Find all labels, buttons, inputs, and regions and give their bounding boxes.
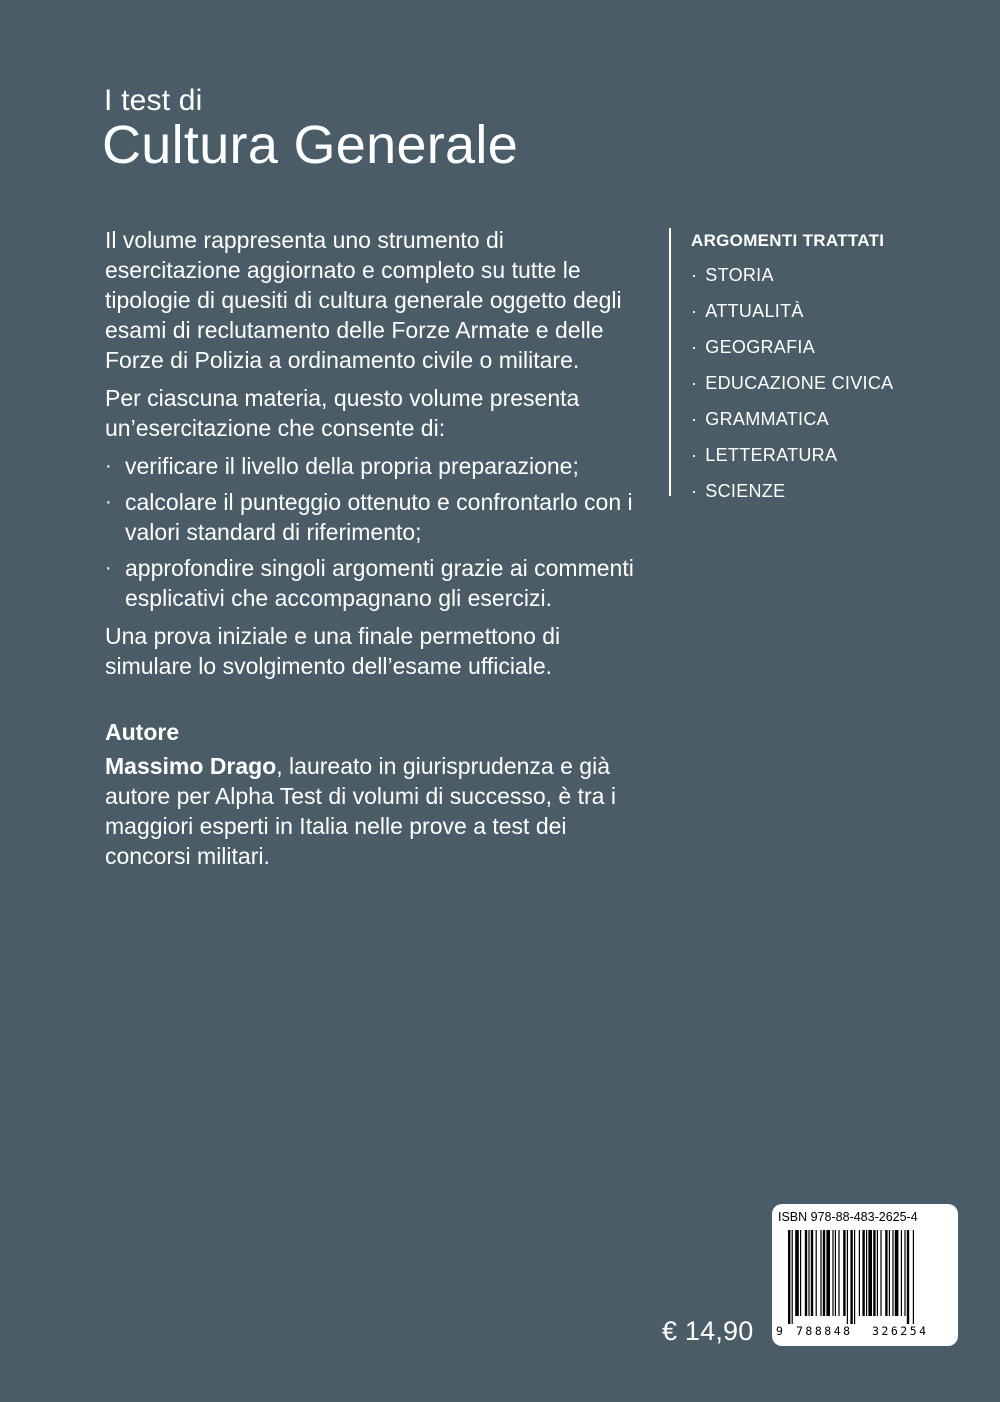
topics-list	[691, 263, 893, 515]
barcode-bar	[788, 1230, 790, 1324]
topic-dot-icon: ·	[691, 301, 698, 321]
barcode-bar	[792, 1230, 793, 1324]
price: € 14,90	[662, 1316, 754, 1346]
description-paragraph-1: Il volume rappresenta uno strumento di esercitazione aggiornato e completo su tutte le tipologie di quesiti di cultura generale oggetto degli esami di reclutamento delle Forze Armate e delle Forze di Polizia a ordinamento civile o militare.	[105, 227, 622, 373]
author-bio: , laureato in giurisprudenza e già autore per Alpha Test di volumi di successo, è tra i maggiori esperti in Italia nelle prove a test dei concorsi militari.	[105, 753, 616, 869]
topic-label: EDUCAZIONE CIVICA	[705, 373, 894, 393]
barcode-bar	[795, 1230, 799, 1316]
author-bio-paragraph	[105, 751, 645, 871]
barcode-bar	[805, 1230, 807, 1316]
isbn-label: ISBN 978-88-483-2625-4	[778, 1210, 918, 1224]
barcode-bar	[877, 1230, 878, 1316]
topics-panel	[669, 228, 894, 501]
topic-label: ATTUALITÀ	[705, 301, 804, 321]
barcode-bar	[873, 1230, 875, 1316]
barcode-bar	[838, 1230, 839, 1316]
topic-item	[691, 479, 893, 515]
bullet-dot-icon: ·	[105, 491, 112, 513]
topic-item	[691, 407, 893, 443]
barcode-bar	[913, 1230, 914, 1324]
barcode-bar	[826, 1230, 830, 1316]
barcode-icon	[788, 1230, 948, 1324]
barcode-bar	[885, 1230, 887, 1316]
topic-label: GEOGRAFIA	[705, 337, 816, 357]
topic-label: STORIA	[705, 265, 774, 285]
barcode-bar	[866, 1230, 867, 1316]
description-paragraph-2: Per ciascuna materia, questo volume presenta un’esercitazione che consente di:	[105, 385, 580, 441]
bullet-text: verificare il livello della propria preparazione;	[125, 453, 579, 479]
topic-label: LETTERATURA	[705, 445, 838, 465]
barcode-bar	[811, 1230, 813, 1316]
author-heading: Autore	[105, 719, 180, 745]
topic-dot-icon: ·	[691, 481, 698, 501]
topic-dot-icon: ·	[691, 337, 698, 357]
description-paragraph-3: Una prova iniziale e una finale permettono di simulare lo svolgimento dell’esame ufficiale.	[105, 623, 561, 679]
title-line-2: Cultura Generale	[102, 115, 519, 175]
barcode-bar	[835, 1230, 836, 1316]
barcode-bar	[820, 1230, 821, 1316]
topic-dot-icon: ·	[691, 265, 698, 285]
barcode-bar	[854, 1230, 855, 1324]
barcode-digit-first: 9	[776, 1324, 783, 1338]
bullet-dot-icon: ·	[105, 557, 112, 579]
author-name: Massimo Drago	[105, 753, 277, 779]
topic-item	[691, 299, 893, 335]
barcode-bar	[907, 1230, 909, 1324]
barcode-digits-right: 326254	[872, 1324, 929, 1338]
barcode-bar	[808, 1230, 809, 1316]
topic-item	[691, 263, 893, 299]
barcode-bar	[832, 1230, 833, 1316]
barcode-bar	[800, 1230, 801, 1316]
bullet-item	[105, 487, 645, 547]
topic-item	[691, 371, 893, 407]
topic-dot-icon: ·	[691, 409, 698, 429]
bullet-dot-icon: ·	[105, 455, 112, 477]
barcode-bar	[823, 1230, 825, 1316]
topic-dot-icon: ·	[691, 445, 698, 465]
bullet-text: calcolare il punteggio ottenuto e confrontarlo con i valori standard di riferimento;	[125, 489, 633, 545]
description	[105, 225, 645, 879]
barcode-bar	[862, 1230, 864, 1316]
barcode-bar	[843, 1230, 845, 1316]
description-bullets	[105, 451, 645, 613]
barcode-bar	[850, 1230, 852, 1324]
barcode-bar	[895, 1230, 899, 1316]
barcode-bar	[892, 1230, 893, 1316]
topic-dot-icon: ·	[691, 373, 698, 393]
barcode-bar	[901, 1230, 902, 1316]
barcode-bar	[880, 1230, 881, 1316]
bullet-item	[105, 451, 645, 481]
barcode-bar	[847, 1230, 848, 1324]
topic-label: SCIENZE	[705, 481, 786, 501]
title-line-1: I test di	[104, 84, 203, 117]
topics-heading: ARGOMENTI TRATTATI	[691, 231, 885, 250]
barcode-bar	[859, 1230, 860, 1316]
topic-label: GRAMMATICA	[705, 409, 829, 429]
barcode-bar	[868, 1230, 872, 1316]
topic-item	[691, 335, 893, 371]
barcode-bar	[816, 1230, 817, 1316]
barcode-box	[772, 1204, 958, 1346]
bullet-item	[105, 553, 645, 613]
topic-item	[691, 443, 893, 479]
barcode-bar	[904, 1230, 905, 1316]
bullet-text: approfondire singoli argomenti grazie ai commenti esplicativi che accompagnano gli esercizi.	[125, 555, 634, 611]
barcode-digits-left: 788848	[796, 1324, 853, 1338]
barcode-bar	[889, 1230, 890, 1316]
